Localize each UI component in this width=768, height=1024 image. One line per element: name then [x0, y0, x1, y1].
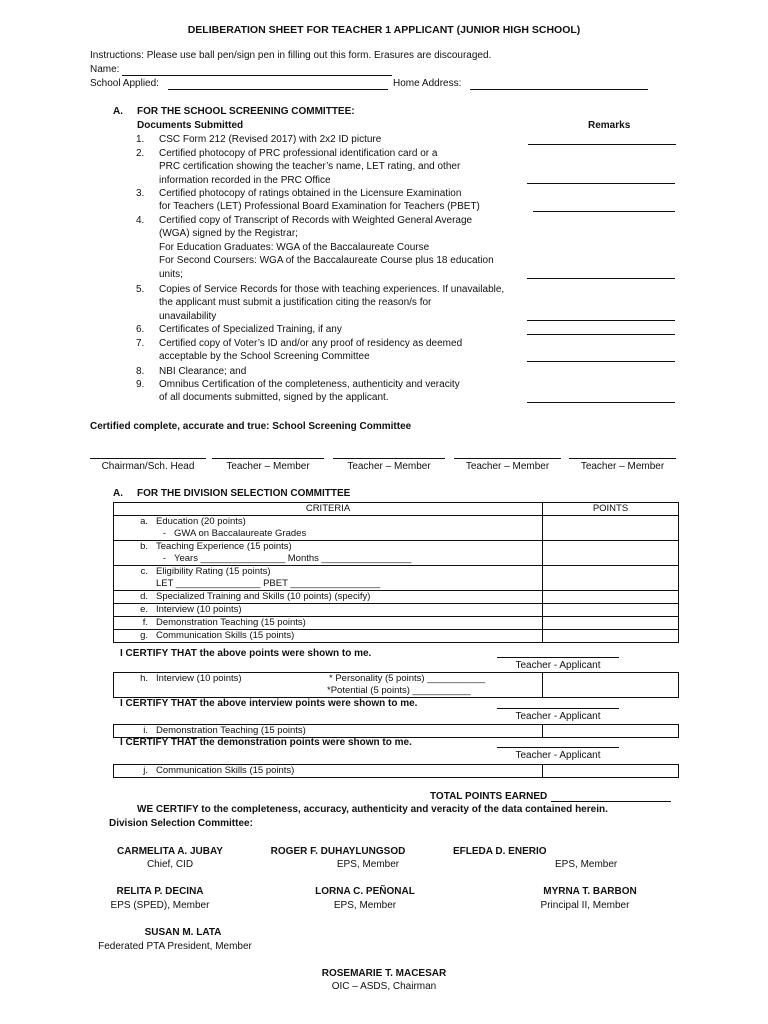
- certified-statement: Certified complete, accurate and true: School Screening Committee: [90, 421, 412, 432]
- criteria-row-g: g. Communication Skills (15 points): [114, 630, 543, 643]
- document-item-line: the applicant must submit a justification citing the reason/s for: [159, 297, 432, 309]
- signatory-label: Teacher – Member: [580, 461, 665, 472]
- points-cell[interactable]: [543, 591, 679, 604]
- criteria-row-h: h. Interview (10 points) * Personality (5 points) ___________ *Potential (5 points) ___________: [114, 673, 543, 698]
- committee-label: Division Selection Committee:: [109, 818, 253, 829]
- section-a-letter: A.: [113, 106, 123, 117]
- remarks-field-9[interactable]: [527, 402, 675, 403]
- home-address-field[interactable]: [470, 89, 648, 90]
- we-certify-statement: WE CERTIFY to the completeness, accuracy, authenticity and veracity of the data contained herein.: [137, 804, 608, 815]
- points-cell[interactable]: [543, 566, 679, 591]
- criteria-table: [113, 502, 679, 643]
- signatory-label: Teacher – Member: [465, 461, 550, 472]
- document-item-line: Certified photocopy of ratings obtained in the Licensure Examination: [159, 188, 462, 199]
- points-cell[interactable]: [543, 630, 679, 643]
- signature-line[interactable]: [454, 458, 561, 459]
- criteria-row-c-sub: LET ________________ PBET _________________: [156, 578, 381, 589]
- remarks-field-3[interactable]: [533, 211, 675, 212]
- certify-statement-2: I CERTIFY THAT the above interview points were shown to me.: [120, 698, 418, 709]
- document-item-line: units;: [159, 268, 183, 280]
- remarks-heading: Remarks: [588, 120, 631, 131]
- document-item-line: for Teachers (LET) Professional Board Examination for Teachers (PBET): [159, 201, 480, 213]
- points-cell[interactable]: [543, 541, 679, 566]
- points-cell[interactable]: [543, 673, 679, 698]
- documents-heading: Documents Submitted: [137, 120, 244, 131]
- criteria-row-c: c. Eligibility Rating (15 points): [140, 566, 271, 577]
- criteria-row-j: j. Communication Skills (15 points): [114, 765, 543, 778]
- document-item-number: 6.: [136, 324, 145, 335]
- committee-role: EPS, Member: [336, 859, 400, 870]
- document-item-line: CSC Form 212 (Revised 2017) with 2x2 ID picture: [159, 134, 382, 145]
- remarks-field-1[interactable]: [528, 144, 676, 145]
- committee-name: MYRNA T. BARBON: [543, 886, 637, 897]
- home-address-label: Home Address:: [393, 78, 462, 89]
- criteria-header: CRITERIA: [114, 503, 543, 516]
- document-item-line: PRC certification showing the teacher’s name, LET rating, and other: [159, 161, 461, 173]
- criteria-row-e: e. Interview (10 points): [114, 604, 543, 617]
- points-cell[interactable]: [543, 725, 679, 738]
- document-item-line: (WGA) signed by the Registrar;: [159, 228, 298, 240]
- signatory-label: Chairman/Sch. Head: [101, 461, 195, 472]
- committee-role: EPS, Member: [333, 900, 397, 911]
- document-item-number: 7.: [136, 338, 145, 349]
- applicant-label: Teacher - Applicant: [515, 711, 601, 722]
- committee-name: SUSAN M. LATA: [144, 927, 222, 938]
- school-applied-label: School Applied:: [90, 78, 159, 89]
- signature-line[interactable]: [333, 458, 445, 459]
- document-item-number: 3.: [136, 188, 145, 199]
- demonstration-table: [113, 724, 679, 738]
- total-points-label: TOTAL POINTS EARNED: [430, 791, 548, 802]
- certify-statement-3: I CERTIFY THAT the demonstration points were shown to me.: [120, 737, 412, 748]
- document-item-line: Omnibus Certification of the completeness, authenticity and veracity: [159, 379, 460, 390]
- remarks-field-4[interactable]: [527, 278, 675, 279]
- remarks-field-7[interactable]: [527, 361, 675, 362]
- page-title: DELIBERATION SHEET FOR TEACHER 1 APPLICANT (JUNIOR HIGH SCHOOL): [187, 24, 581, 36]
- criteria-row-b: b. Teaching Experience (15 points): [140, 541, 292, 552]
- certify-statement-1: I CERTIFY THAT the above points were shown to me.: [120, 648, 372, 659]
- committee-name: CARMELITA A. JUBAY: [117, 846, 223, 857]
- applicant-signature-line[interactable]: [497, 708, 619, 709]
- document-item-number: 9.: [136, 379, 145, 390]
- document-item-number: 2.: [136, 148, 145, 159]
- document-item-line: NBI Clearance; and: [159, 366, 247, 377]
- document-item-line: of all documents submitted, signed by the applicant.: [159, 392, 389, 404]
- document-item-number: 4.: [136, 215, 145, 226]
- signature-line[interactable]: [212, 458, 324, 459]
- committee-name: RELITA P. DECINA: [116, 886, 204, 897]
- document-item-line: Copies of Service Records for those with teaching experiences. If unavailable,: [159, 284, 505, 295]
- remarks-field-6[interactable]: [527, 334, 675, 335]
- document-item-number: 5.: [136, 284, 145, 295]
- document-item-line: For Education Graduates: WGA of the Baccalaureate Course: [159, 241, 430, 253]
- document-item-line: Certified copy of Transcript of Records with Weighted General Average: [159, 215, 473, 226]
- potential-field[interactable]: *Potential (5 points) ___________: [327, 685, 471, 696]
- criteria-row-b-sub: - Years ________________ Months _________________: [162, 553, 412, 564]
- section-a-heading: FOR THE SCHOOL SCREENING COMMITTEE:: [137, 106, 355, 117]
- committee-role: Chief, CID: [146, 859, 194, 870]
- remarks-field-5[interactable]: [527, 320, 675, 321]
- criteria-row-i: i. Demonstration Teaching (15 points): [114, 725, 543, 738]
- name-label: Name:: [90, 64, 120, 75]
- committee-role: Principal II, Member: [540, 900, 630, 911]
- committee-role: Federated PTA President, Member: [98, 941, 252, 952]
- school-applied-field[interactable]: [168, 89, 388, 90]
- points-cell[interactable]: [543, 617, 679, 630]
- applicant-label: Teacher - Applicant: [515, 660, 601, 671]
- section-b-heading: FOR THE DIVISION SELECTION COMMITTEE: [137, 488, 351, 499]
- document-item-number: 1.: [136, 134, 145, 145]
- section-b-letter: A.: [113, 488, 123, 499]
- signature-line[interactable]: [569, 458, 676, 459]
- document-item-line: For Second Coursers: WGA of the Baccalaureate Course plus 18 education: [159, 255, 494, 267]
- points-header: POINTS: [543, 503, 679, 516]
- remarks-field-2[interactable]: [527, 183, 675, 184]
- document-item-line: Certified photocopy of PRC professional identification card or a: [159, 148, 438, 159]
- name-field[interactable]: [122, 75, 392, 76]
- document-item-line: information recorded in the PRC Office: [159, 174, 331, 186]
- signatory-label: Teacher – Member: [347, 461, 431, 472]
- chairman-name: ROSEMARIE T. MACESAR: [321, 968, 447, 979]
- committee-name: ROGER F. DUHAYLUNGSOD: [270, 846, 406, 857]
- criteria-row-a: a. Education (20 points): [140, 516, 246, 527]
- points-cell[interactable]: [543, 516, 679, 541]
- points-cell[interactable]: [543, 765, 679, 778]
- points-cell[interactable]: [543, 604, 679, 617]
- personality-field[interactable]: * Personality (5 points) ___________: [329, 673, 486, 684]
- document-item-line: acceptable by the School Screening Committee: [159, 351, 370, 363]
- chairman-role: OIC – ASDS, Chairman: [331, 981, 437, 992]
- document-item-number: 8.: [136, 366, 145, 377]
- signatory-label: Teacher – Member: [226, 461, 310, 472]
- document-item-line: unavailability: [159, 310, 217, 322]
- applicant-signature-line[interactable]: [497, 747, 619, 748]
- criteria-row-d: d. Specialized Training and Skills (10 points) (specify): [114, 591, 543, 604]
- applicant-signature-line[interactable]: [497, 657, 619, 658]
- document-item-line: Certificates of Specialized Training, if any: [159, 324, 342, 335]
- committee-role: EPS (SPED), Member: [110, 900, 210, 911]
- instructions: Instructions: Please use ball pen/sign pen in filling out this form. Erasures are discouraged.: [90, 50, 492, 61]
- communication-table: [113, 764, 679, 778]
- interview-table: [113, 672, 679, 698]
- document-item-line: Certified copy of Voter’s ID and/or any proof of residency as deemed: [159, 338, 463, 349]
- committee-name: EFLEDA D. ENERIO: [453, 846, 547, 857]
- committee-role: EPS, Member: [555, 859, 618, 870]
- applicant-label: Teacher - Applicant: [515, 750, 601, 761]
- total-points-field[interactable]: [551, 801, 671, 802]
- criteria-row-f: f. Demonstration Teaching (15 points): [114, 617, 543, 630]
- signature-line[interactable]: [90, 458, 206, 459]
- committee-name: LORNA C. PEÑONAL: [315, 886, 415, 897]
- criteria-row-a-sub: - GWA on Baccalaureate Grades: [162, 528, 307, 539]
